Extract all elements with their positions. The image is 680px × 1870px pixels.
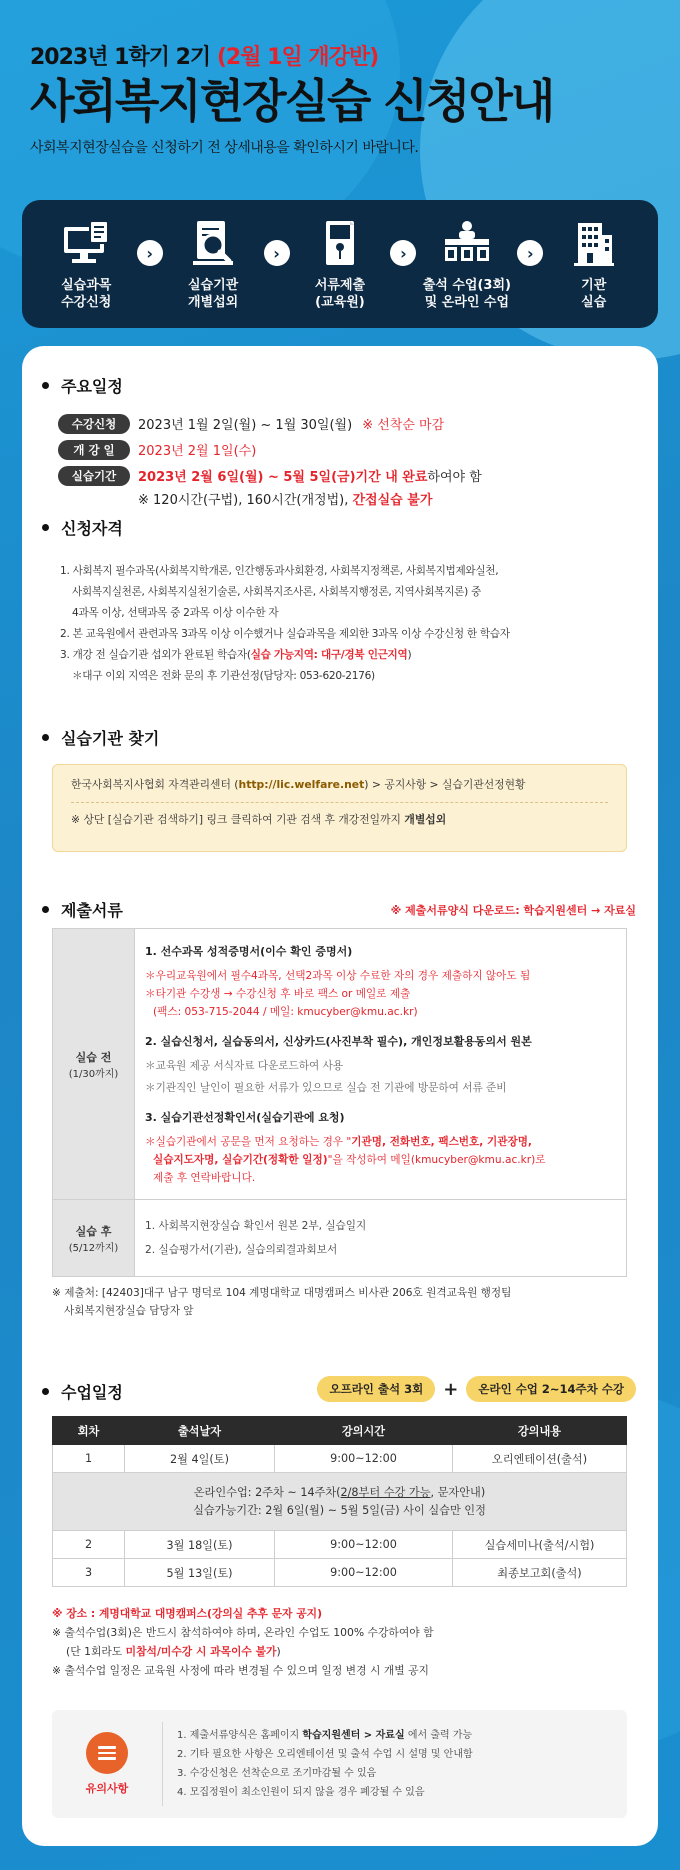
qualification-item: 3. 개강 전 실습기관 섭외가 완료된 학습자(실습 가능지역: 대구/경북 인근지역) xyxy=(60,649,412,661)
qualification-item: 4과목 이상, 선택과목 중 2과목 이상 이수한 자 xyxy=(72,607,279,619)
class-badges xyxy=(317,1376,636,1402)
doc-title: 2. 실습신청서, 실습동의서, 신상카드(사진부착 필수), 개인정보활용동의서 원본 xyxy=(145,1035,532,1048)
caution-item: 1. 제출서류양식은 홈페이지 학습지원센터 > 자료실 에서 출력 가능 xyxy=(177,1730,473,1741)
step-label: 출석 수업(3회) 및 온라인 수업 xyxy=(422,278,511,310)
header xyxy=(30,40,650,157)
qualification-list xyxy=(60,561,640,687)
section-title-qualification: 신청자격 xyxy=(42,516,123,539)
schedule-value: 2023년 2월 1일(수) xyxy=(138,444,257,459)
step-agency-practice xyxy=(544,217,644,311)
doc-bullet: ＊우리교육원에서 필수4과목, 선택2과목 이상 수료한 자의 경우 제출하지 않아도 됨 xyxy=(145,970,531,982)
doc-bullet: (팩스: 053-715-2044 / 메일: kmucyber@kmu.ac.kr) xyxy=(153,1006,418,1018)
doc-bullet: 제출 후 연락바랍니다. xyxy=(153,1172,256,1184)
documents-label-after: 실습 후 (5/12까지) xyxy=(53,1200,135,1277)
step-document-submit xyxy=(290,217,390,311)
step-label: 실습기관 개별섭외 xyxy=(187,278,239,310)
caution-title: 유의사항 xyxy=(85,1782,129,1795)
computer-register-icon xyxy=(60,217,112,269)
chevron-right-icon: › xyxy=(137,240,163,266)
step-label: 실습과목 수강신청 xyxy=(61,278,112,310)
change-note: ※ 출석수업 일정은 교육원 사정에 따라 변경될 수 있으며 일정 변경 시 개별 공지 xyxy=(52,1664,429,1677)
schedule-row: 실습기간 2023년 2월 6일(월) ~ 5월 5일(금)기간 내 완료하여야 함 ※ 120시간(구법), 160시간(개정법), 간접실습 불가 xyxy=(58,466,638,508)
schedule-note: ※ 선착순 마감 xyxy=(362,418,445,433)
schedule-row xyxy=(58,440,638,460)
column-header: 강의내용 xyxy=(453,1417,627,1445)
schedule-value: 2023년 2월 6일(월) ~ 5월 5일(금)기간 내 완료 xyxy=(138,470,428,485)
qualification-item: 2. 본 교육원에서 관련과목 3과목 이상 이수했거나 실습과목을 제외한 3과목 이상 수강신청 한 학습자 xyxy=(60,628,510,640)
class-schedule-table xyxy=(52,1416,627,1587)
qualification-item: ＊대구 이외 지역은 전화 문의 후 기관선정(담당자: 053-620-2176) xyxy=(72,670,375,682)
doc-bullet: ＊교육원 제공 서식자료 다운로드하여 사용 xyxy=(145,1060,344,1072)
process-steps xyxy=(22,200,658,328)
doc-bullet: ＊타기관 수강생 → 수강신청 후 바로 팩스 or 메일로 제출 xyxy=(145,988,411,1000)
table-header-row xyxy=(53,1417,627,1445)
section-title-schedule: 주요일정 xyxy=(42,374,123,397)
schedule-label: 개 강 일 xyxy=(58,440,130,460)
step-attendance-class xyxy=(417,217,517,311)
classroom-icon xyxy=(441,217,493,269)
attendance-note: ※ 출석수업(3회)은 반드시 참석하여야 하며, 온라인 수업도 100% 수강하여야 함 xyxy=(52,1626,434,1639)
chevron-right-icon: › xyxy=(264,240,290,266)
qualification-item: 사회복지실천론, 사회복지실천기술론, 사회복지조사론, 사회복지행정론, 지역사회복지론) 중 xyxy=(72,586,481,598)
table-row: 2 3월 18일(토) 9:00~12:00 실습세미나(출석/시험) xyxy=(53,1531,627,1559)
documents-row-before xyxy=(53,929,627,1200)
caution-list xyxy=(163,1726,473,1802)
online-badge: 온라인 수업 2~14주차 수강 xyxy=(466,1376,636,1402)
step-label: 서류제출 (교육원) xyxy=(314,278,366,310)
content-card xyxy=(22,346,658,1846)
schedule-value: 2023년 1월 2일(월) ~ 1월 30일(월) xyxy=(138,418,353,433)
step-label: 기관 실습 xyxy=(581,278,607,310)
doc-bullet: ＊실습기관에서 공문을 먼저 요청하는 경우 "기관명, 전화번호, 팩스번호, 기관장명, xyxy=(145,1136,532,1148)
submit-address: ※ 제출처: [42403]대구 남구 명덕로 104 계명대학교 대명캠퍼스 비사관 206호 원격교육원 행정팀 사회복지현장실습 담당자 앞 xyxy=(52,1287,512,1317)
plus-sign: + xyxy=(443,1378,459,1400)
subtitle-term: 2023년 1학기 2기 xyxy=(30,45,211,70)
schedule-label: 수강신청 xyxy=(58,414,130,434)
table-row: 3 5월 13일(토) 9:00~12:00 최종보고회(출석) xyxy=(53,1559,627,1587)
caution-header xyxy=(52,1732,162,1796)
header-subtitle xyxy=(30,40,650,71)
schedule-sub: ※ 120시간(구법), 160시간(개정법), xyxy=(138,493,353,508)
online-row: 온라인수업: 2주차 ~ 14주차(2/8부터 수강 가능, 문자안내) 실습가능기간: 2월 6일(월) ~ 5월 5일(금) 사이 실습만 인정 xyxy=(53,1473,627,1531)
doc-title: 3. 실습기관선정확인서(실습기관에 요청) xyxy=(145,1111,345,1124)
doc-title: 1. 선수과목 성적증명서(이수 확인 증명서) xyxy=(145,945,353,958)
attendance-note: (단 1회라도 미참석/미수강 시 과목이수 불가) xyxy=(66,1645,281,1658)
caution-item: 3. 수강신청은 선착순으로 조기마감될 수 있음 xyxy=(177,1768,377,1779)
menu-list-icon xyxy=(86,1732,128,1774)
page-description: 사회복지현장실습을 신청하기 전 상세내용을 확인하시기 바랍니다. xyxy=(30,140,419,156)
envelope-document-icon xyxy=(314,217,366,269)
caution-item: 2. 기타 필요한 사항은 오리엔테이션 및 출석 수업 시 설명 및 안내함 xyxy=(177,1749,473,1760)
find-agency-box xyxy=(52,764,627,852)
section-title-find-agency: 실습기관 찾기 xyxy=(42,726,159,749)
documents-label-before: 실습 전 (1/30까지) xyxy=(53,929,135,1200)
step-agency-contact xyxy=(163,217,263,311)
place-note: ※ 장소 : 계명대학교 대명캠퍼스(강의실 추후 문자 공지) xyxy=(52,1607,323,1620)
doc-item: 1. 사회복지현장실습 확인서 원본 2부, 실습일지 xyxy=(145,1220,367,1232)
column-header: 출석날자 xyxy=(125,1417,275,1445)
search-document-icon xyxy=(187,217,239,269)
documents-row-after xyxy=(53,1200,627,1277)
column-header: 강의시간 xyxy=(275,1417,453,1445)
doc-bullet: 실습지도자명, 실습기간(정확한 일정)"을 작성하여 메일(kmucyber@kmu.ac.kr)로 xyxy=(153,1154,546,1166)
section-title-classes: 수업일정 xyxy=(42,1380,123,1403)
welfare-link[interactable]: http://lic.welfare.net xyxy=(238,778,365,791)
find-agency-path: 한국사회복지사협회 자격관리센터 (http://lic.welfare.net) > 공지사항 > 실습기관선정현황 xyxy=(71,778,526,791)
caution-box xyxy=(52,1710,627,1818)
table-row: 1 2월 4일(토) 9:00~12:00 오리엔테이션(출석) xyxy=(53,1445,627,1473)
chevron-right-icon: › xyxy=(390,240,416,266)
schedule-row xyxy=(58,414,638,434)
caution-item: 4. 모집정원이 최소인원이 되지 않을 경우 폐강될 수 있음 xyxy=(177,1787,425,1798)
offline-badge: 오프라인 출석 3회 xyxy=(317,1376,435,1402)
chevron-right-icon: › xyxy=(517,240,543,266)
building-icon xyxy=(568,217,620,269)
download-note[interactable]: ※ 제출서류양식 다운로드: 학습지원센터 → 자료실 xyxy=(390,904,636,917)
documents-table xyxy=(52,928,627,1277)
doc-item: 2. 실습평가서(기관), 실습의뢰결과회보서 xyxy=(145,1244,338,1256)
column-header: 회차 xyxy=(53,1417,125,1445)
doc-bullet: ＊기관직인 날인이 필요한 서류가 있으므로 실습 전 기관에 방문하여 서류 준비 xyxy=(145,1082,507,1094)
qualification-item: 1. 사회복지 필수과목(사회복지학개론, 인간행동과사회환경, 사회복지정책론, 사회복지법제와실천, xyxy=(60,565,499,577)
schedule-label: 실습기간 xyxy=(58,466,130,486)
documents-content-before xyxy=(135,929,627,1200)
class-notes xyxy=(52,1604,642,1680)
schedule-list xyxy=(58,414,638,514)
find-agency-note: ※ 상단 [실습기관 검색하기] 링크 클릭하여 기관 검색 후 개강전일까지 개별섭외 xyxy=(71,813,447,826)
subtitle-highlight: (2월 1일 개강반) xyxy=(216,45,379,70)
step-course-register xyxy=(36,217,136,311)
section-title-documents: 제출서류 xyxy=(42,898,123,921)
page-title: 사회복지현장실습 신청안내 xyxy=(30,74,554,128)
documents-content-after xyxy=(135,1200,627,1277)
